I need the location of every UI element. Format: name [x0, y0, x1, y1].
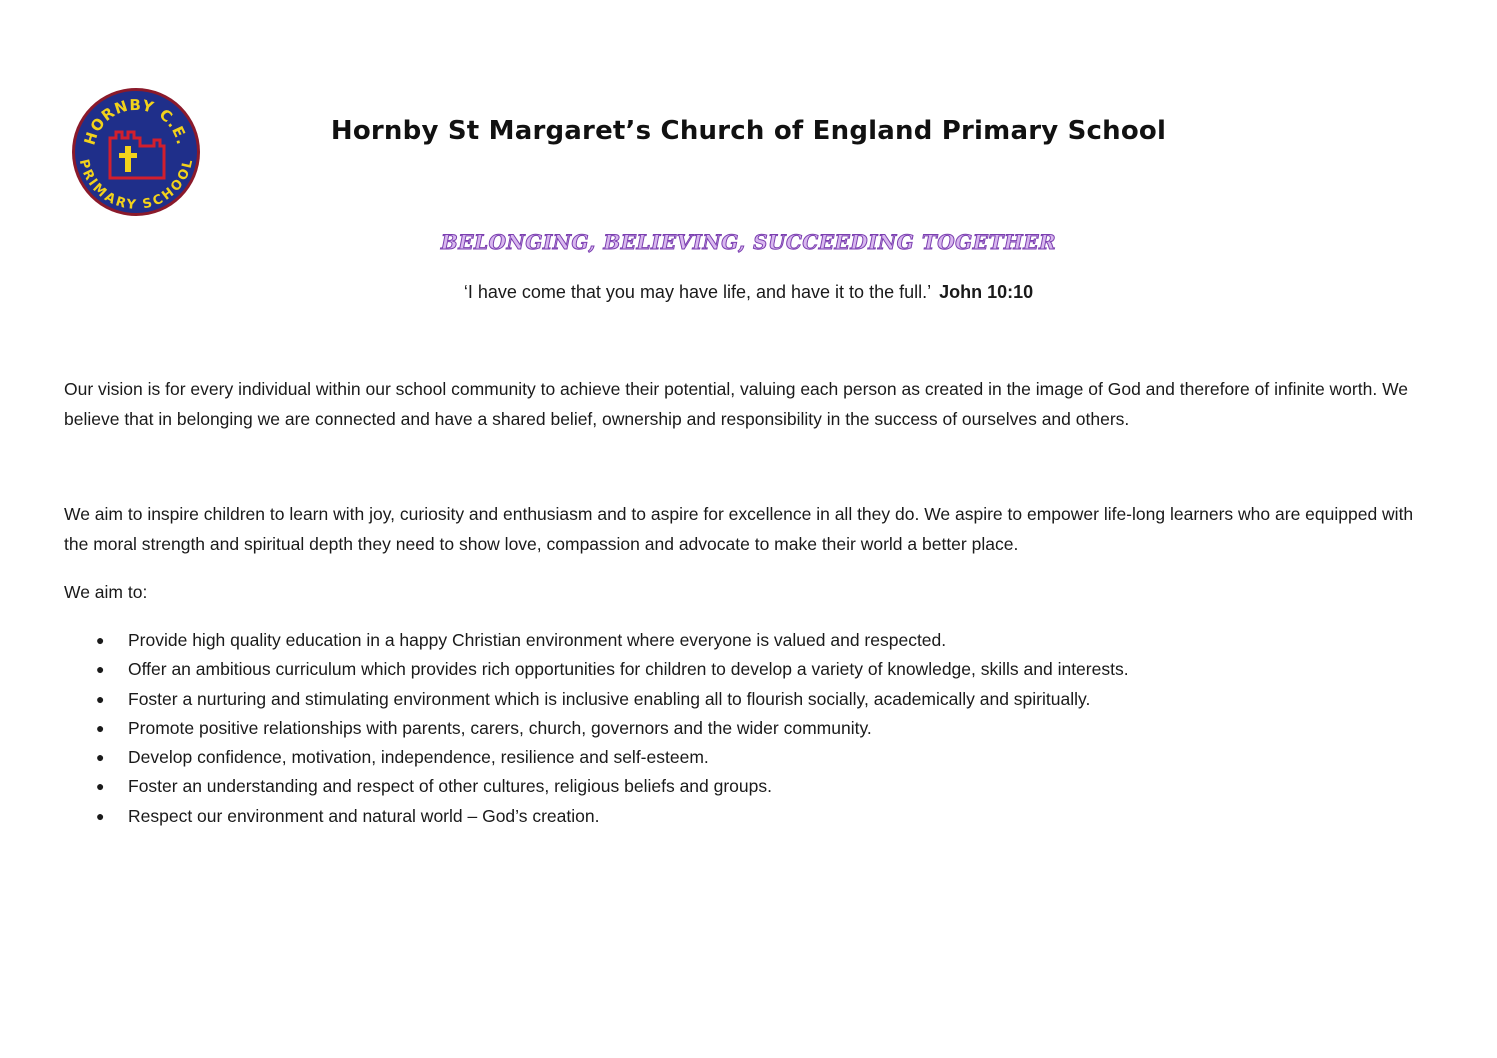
svg-text:HORNBY C.E.: HORNBY C.E.	[80, 95, 192, 148]
aim-text: Provide high quality education in a happy Christian environment where everyone is valued and respected.	[128, 630, 947, 650]
bullet-icon: ●	[96, 632, 105, 648]
svg-text:PRIMARY SCHOOL: PRIMARY SCHOOL	[75, 157, 197, 213]
bullet-icon: ●	[96, 807, 105, 824]
school-name: Hornby St Margaret’s Church of England Primary School	[330, 116, 1167, 146]
aim-text: Promote positive relationships with parents, carers, church, governors and the wider community.	[128, 717, 872, 738]
bullet-icon: ●	[96, 778, 105, 795]
bullet-icon: ●	[96, 719, 105, 736]
bullet-icon: ●	[96, 749, 105, 766]
aim-item	[64, 772, 1436, 801]
aims-list	[64, 626, 1436, 831]
aim-text: Respect our environment and natural world – God’s creation.	[128, 805, 600, 826]
aim-item	[64, 626, 1436, 655]
aim-text: Develop confidence, motivation, independence, resilience and self-esteem.	[128, 747, 709, 768]
aim-text: Foster an understanding and respect of other cultures, religious beliefs and groups.	[128, 776, 772, 797]
school-logo	[70, 86, 202, 218]
aim-item	[64, 802, 1436, 831]
bullet-icon: ●	[96, 690, 105, 707]
aim-item	[64, 743, 1436, 772]
bullet-icon: ●	[96, 661, 105, 678]
vision-paragraph-2: We aim to inspire children to learn with joy, curiosity and enthusiasm and to aspire for excellence in all they do. We aspire to empower life-long learners who are equipped with the moral strength and spiritual depth they need to show love, compassion and advocate to make their world a better place.	[64, 504, 1414, 554]
vision-paragraph-1: Our vision is for every individual within our school community to achieve their potential, valuing each person as created in the image of God and therefore of infinite worth. We believe that in belonging we are connected and have a shared belief, ownership and responsibility in the success of ourselves and others.	[64, 379, 1408, 429]
aims-intro: We aim to:	[64, 582, 148, 602]
bible-quote	[0, 282, 1497, 303]
quote-text: ‘I have come that you may have life, and have it to the full.’	[463, 282, 932, 302]
quote-reference: John 10:10	[939, 282, 1034, 302]
aim-item	[64, 714, 1436, 743]
aim-text: Offer an ambitious curriculum which provides rich opportunities for children to develop a variety of knowledge, skills and interests.	[128, 659, 1129, 680]
aim-text: Foster a nurturing and stimulating environment which is inclusive enabling all to flourish socially, academically and spiritually.	[128, 688, 1091, 709]
school-motto: BELONGING, BELIEVING, SUCCEEDING TOGETHER	[440, 230, 1057, 254]
aim-item	[64, 655, 1436, 684]
aim-item	[64, 685, 1436, 714]
